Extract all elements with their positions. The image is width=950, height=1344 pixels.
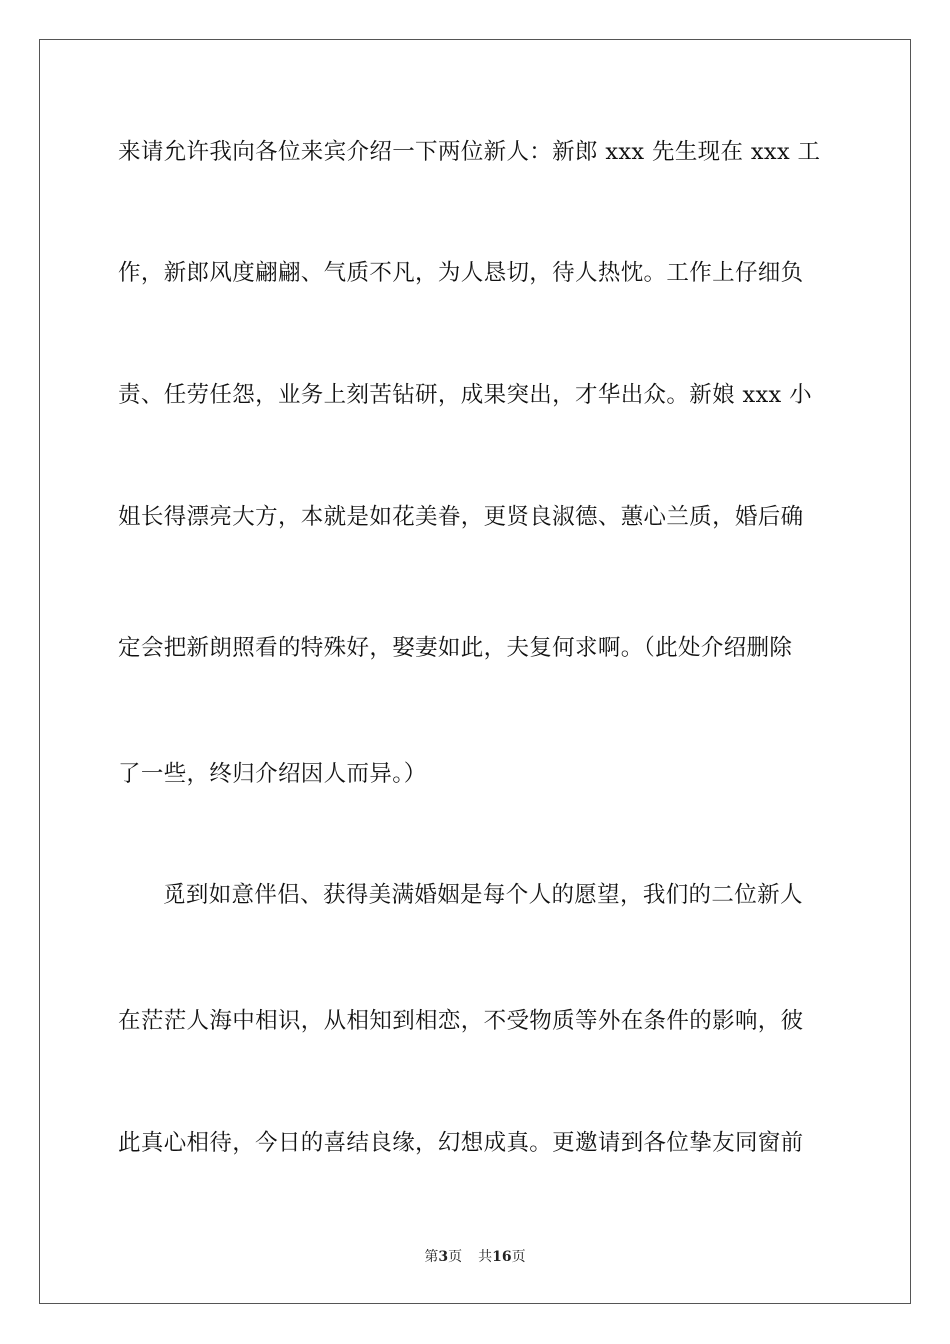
body-text-line: 姐长得漂亮大方，本就是如花美眷，更贤良淑德、蕙心兰质，婚后确 (118, 504, 804, 530)
page-border (39, 39, 911, 1304)
total-label-prefix: 共 (478, 1249, 493, 1265)
total-label-suffix: 页 (511, 1249, 526, 1265)
body-text-line: 责、任劳任怨，业务上刻苦钻研，成果突出，才华出众。新娘 xxx 小 (118, 382, 812, 408)
body-text-line: 定会把新朗照看的特殊好，娶妻如此，夫复何求啊。（此处介绍删除 (118, 635, 793, 661)
total-pages: 16 (492, 1249, 512, 1265)
body-text-line: 在茫茫人海中相识，从相知到相恋，不受物质等外在条件的影响，彼 (118, 1008, 804, 1034)
page-footer (0, 1248, 950, 1266)
paragraph-first-line: 觅到如意伴侣、获得美满婚姻是每个人的愿望，我们的二位新人 (163, 882, 803, 908)
body-text-line: 此真心相待，今日的喜结良缘，幻想成真。更邀请到各位挚友同窗前 (118, 1130, 804, 1156)
body-text-line: 了一些，终归介绍因人而异。） (118, 761, 427, 787)
page-number: 3 (438, 1249, 449, 1265)
page-label-suffix: 页 (448, 1249, 463, 1265)
body-text-line: 作，新郎风度翩翩、气质不凡，为人恳切，待人热忱。工作上仔细负 (118, 260, 804, 286)
page-label-prefix: 第 (424, 1249, 439, 1265)
body-text-line: 来请允许我向各位来宾介绍一下两位新人：新郎 xxx 先生现在 xxx 工 (118, 139, 821, 165)
